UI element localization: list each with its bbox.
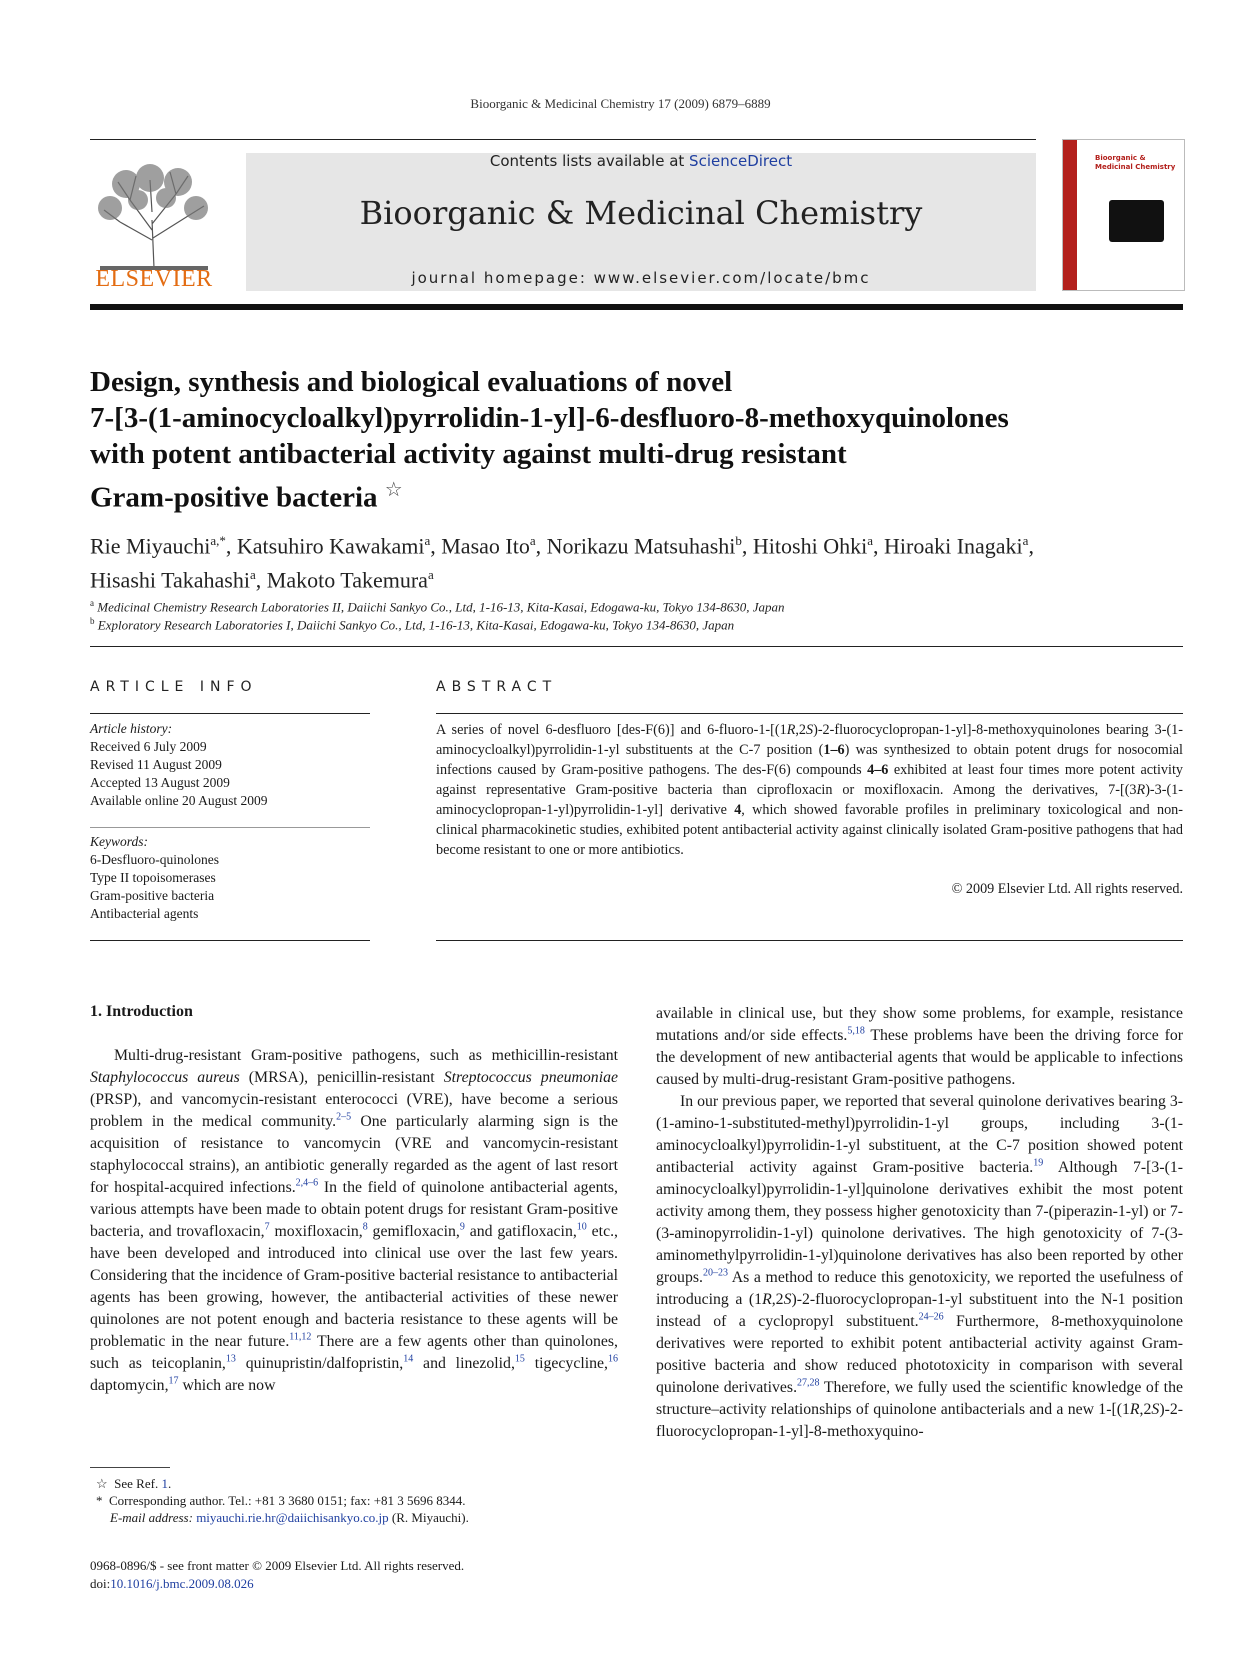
doi-line: doi:10.1016/j.bmc.2009.08.026: [90, 1576, 254, 1591]
author: Rie Miyauchi: [90, 533, 211, 559]
citation-ref[interactable]: 19: [1033, 1157, 1044, 1169]
article-info-rule: [90, 940, 370, 941]
issn-line: [90, 1557, 618, 1593]
journal-name: Bioorganic & Medicinal Chemistry: [359, 194, 923, 232]
author: Makoto Takemura: [266, 567, 428, 593]
doi-link[interactable]: 10.1016/j.bmc.2009.08.026: [110, 1576, 254, 1591]
intro-paragraph: In our previous paper, we reported that several quinolone derivatives bearing 3-(1-amino-1-substituted-methyl)pyrrolidin-1-yl groups, including 3-(1-aminocycloalkyl)pyrrolidin-1-yl substituent, at the C-7 position showed potent antibacterial activity against Gram-positive bacteria.$^{19}$ Although 7-[3-(1-aminocycloalkyl)pyrrolidin-1-yl]quinolone derivatives exhibit the most potent activity among them, they possess higher genotoxicity than 7-(piperazin-1-yl) or 7-(3-aminopyrrolidin-1-yl) quinolone derivatives. The high genotoxicity of 7-(3-aminomethylpyrrolidin-1-yl)quinolone derivatives has also been reported by other groups.$^{20-23}$ As a method to reduce this genotoxicity, we reported the usefulness of introducing a (1R,2S)-2-fluorocyclopropan-1-yl substituent into the N-1 position instead of a cyclopropyl substituent.$^{24-26}$ Furthermore, 8-methoxyquinolone derivatives were reported to exhibit potent antibacterial activity against Gram-positive bacteria and show reduced phototoxicity in comparison with several quinolone derivatives.$^{27,28}$ Therefore, we fully used the scientific knowledge of the structure–activity relationships of quinolone antibacterials and a new 1-[(1R,2S)-2-fluorocyclopropan-1-yl]-8-methoxyquino-: [656, 1093, 1183, 1440]
keyword: Type II topoisomerases: [90, 870, 216, 885]
contents-line: [246, 152, 1036, 170]
sciencedirect-link[interactable]: ScienceDirect: [689, 152, 793, 170]
cover-title: Bioorganic & Medicinal Chemistry: [1095, 154, 1176, 171]
citation-ref[interactable]: 7: [264, 1221, 270, 1233]
header-thick-rule: [90, 304, 1183, 310]
abstract-text: A series of novel 6-desfluoro [des-F(6)] and 6-fluoro-1-[(1R,2S)-2-fluorocyclopropan-1-yl]-8-methoxyquinolones bearing 3-(1-aminocycloalkyl)pyrrolidin-1-yl substituents at the C-7 position (1–6) was synthesized to obtain potent drugs for nosocomial infections caused by Gram-positive pathogens. The des-F(6) compounds 4–6 exhibited at least four times more potent activity against representative Gram-positive bacteria than ciprofloxacin or moxifloxacin. Among the derivatives, 7-[(3R)-3-(1-aminocyclopropan-1-yl)pyrrolidin-1-yl] derivative 4, which showed favorable profiles in preliminary toxicological and non-clinical pharmacokinetic studies, exhibited potent antibacterial activity against clinically isolated Gram-positive pathogens that had become resistant to one or more antibiotics.: [436, 722, 1183, 858]
title-line: 7-[3-(1-aminocycloalkyl)pyrrolidin-1-yl]-6-desfluoro-8-methoxyquinolones: [90, 402, 1009, 434]
footnote-rule: [90, 1467, 170, 1468]
author-affiliation-mark: b: [735, 533, 742, 548]
abstract-rule: [436, 713, 1183, 714]
citation-ref[interactable]: 5,18: [847, 1025, 865, 1037]
footnote-email: E-mail address: miyauchi.rie.hr@daiichisankyo.co.jp (R. Miyauchi).: [110, 1510, 469, 1525]
keyword: 6-Desfluoro-quinolones: [90, 852, 219, 867]
author-affiliation-mark: a: [529, 533, 536, 548]
citation-ref[interactable]: 9: [459, 1221, 465, 1233]
author-affiliation-mark: a,*: [210, 533, 226, 548]
citation-ref[interactable]: 14: [403, 1353, 414, 1365]
journal-homepage-link[interactable]: journal homepage: www.elsevier.com/locate/bmc: [411, 269, 871, 287]
issn-text: 0968-0896/$ - see front matter © 2009 Elsevier Ltd. All rights reserved.: [90, 1558, 465, 1573]
body-column-left: [90, 1045, 618, 1397]
author: Norikazu Matsuhashi: [546, 533, 736, 559]
article-info-rule: [90, 827, 370, 828]
citation-ref[interactable]: 13: [225, 1353, 236, 1365]
citation-ref[interactable]: 2,4–6: [295, 1177, 319, 1189]
citation-ref[interactable]: 27,28: [797, 1377, 820, 1389]
citation-ref[interactable]: 16: [607, 1353, 618, 1365]
section-rule: [90, 646, 1183, 647]
intro-paragraph: Multi-drug-resistant Gram-positive pathogens, such as methicillin-resistant Staphylococcus aureus (MRSA), penicillin-resistant Streptococcus pneumoniae (PRSP), and vancomycin-resistant enterococci (VRE), have become a serious problem in the medical community.$^{2-5}$ One particularly alarming sign is the acquisition of resistance to vancomycin (VRE and vancomycin-resistant staphylococcal strains), an antibiotic generally regarded as the agent of last resort for hospital-acquired infections.$^{2,4-6}$ In the field of quinolone antibacterial agents, various attempts have been made to obtain potent drugs for resistant Gram-positive bacteria, and trovafloxacin,$^7$ moxifloxacin,$^8$ gemifloxacin,$^9$ and gatifloxacin,$^{10}$ etc., have been developed and introduced into clinical use over the last few years. Considering that the incidence of Gram-positive bacterial resistance to antibacterial agents has been growing, however, the antibacterial activities of these newer quinolones are not potent enough and bacteria resistance to these agents will be problematic in the near future.$^{11,12}$ There are a few agents other than quinolones, such as teicoplanin,$^{13}$ quinupristin/dalfopristin,$^{14}$ and linezolid,$^{15}$ tigecycline,$^{16}$ daptomycin,$^{17}$ which are now: [90, 1047, 619, 1394]
citation-ref[interactable]: 10: [576, 1221, 587, 1233]
section-heading-introduction: 1. Introduction: [90, 1003, 193, 1020]
elsevier-wordmark: ELSEVIER: [95, 266, 213, 292]
author-affiliation-mark: a: [427, 567, 434, 583]
keywords: [90, 833, 370, 923]
affiliation-b: $^b$ Exploratory Research Laboratories I, Daiichi Sankyo Co., Ltd, 1-16-13, Kita-Kasai, Edogawa-ku, Tokyo 134-8630, Japan: [90, 616, 735, 633]
journal-citation: Bioorganic & Medicinal Chemistry 17 (2009) 6879–6889: [470, 96, 771, 111]
author-affiliation-mark: a: [867, 533, 873, 548]
citation-ref[interactable]: 2–5: [336, 1111, 352, 1123]
affiliation-a-text: Medicinal Chemistry Research Laboratories II, Daiichi Sankyo Co., Ltd, 1-16-13, Kita-Kasai, Edogawa-ku, Tokyo 134-8630, Japan: [97, 599, 785, 615]
article-info-heading: ARTICLE INFO: [90, 679, 258, 695]
title-footnote-star[interactable]: ☆: [384, 479, 403, 501]
author: Hiroaki Inagaki: [884, 533, 1023, 559]
citation-ref[interactable]: 8: [362, 1221, 368, 1233]
abstract-heading: ABSTRACT: [436, 679, 558, 695]
history-item: Available online 20 August 2009: [90, 793, 268, 808]
history-item: Revised 11 August 2009: [90, 757, 222, 772]
keywords-label: Keywords:: [90, 834, 148, 849]
title-line: Gram-positive bacteria ☆: [90, 479, 403, 514]
title-line: with potent antibacterial activity against multi-drug resistant: [90, 438, 847, 470]
email-link[interactable]: miyauchi.rie.hr@daiichisankyo.co.jp: [196, 1510, 389, 1525]
citation-ref[interactable]: 17: [168, 1375, 179, 1387]
footnote-star: ☆ See Ref. 1.: [96, 1476, 172, 1491]
body-column-right: [656, 1003, 1183, 1443]
history-item: Accepted 13 August 2009: [90, 775, 230, 790]
citation-ref[interactable]: 20–23: [702, 1267, 728, 1279]
footnote-corresponding: * Corresponding author. Tel.: +81 3 3680 0151; fax: +81 3 5696 8344.: [96, 1493, 466, 1508]
citation-ref[interactable]: 24–26: [918, 1311, 944, 1323]
article-info-rule: [90, 713, 370, 714]
keyword: Antibacterial agents: [90, 906, 199, 921]
author: Katsuhiro Kawakami: [236, 533, 425, 559]
citation-ref[interactable]: 11,12: [289, 1331, 312, 1343]
author: Masao Ito: [441, 533, 530, 559]
contents-prefix: Contents lists available at: [489, 152, 690, 170]
author-affiliation-mark: a: [424, 533, 431, 548]
cover-image: [1109, 200, 1164, 242]
affiliation-b-text: Exploratory Research Laboratories I, Daiichi Sankyo Co., Ltd, 1-16-13, Kita-Kasai, Edogawa-ku, Tokyo 134-8630, Japan: [97, 617, 735, 633]
author: Hitoshi Ohki: [752, 533, 868, 559]
footnote-ref-link[interactable]: 1: [161, 1476, 168, 1491]
journal-cover-thumbnail: [1062, 139, 1185, 291]
history-item: Received 6 July 2009: [90, 739, 207, 754]
affiliation-a: $^a$ Medicinal Chemistry Research Laboratories II, Daiichi Sankyo Co., Ltd, 1-16-13, Kita-Kasai, Edogawa-ku, Tokyo 134-8630, Japan: [90, 598, 785, 615]
citation-ref[interactable]: 15: [514, 1353, 525, 1365]
article-history: [90, 720, 370, 810]
author-affiliation-mark: a: [249, 567, 256, 583]
intro-paragraph: available in clinical use, but they show some problems, for example, resistance mutations and/or side effects.$^{5,18}$ These problems have been the driving force for the development of new antibacterial agents that would be applicable to infections caused by multi-drug-resistant Gram-positive pathogens.: [656, 1005, 1184, 1088]
article-title: [90, 364, 1190, 516]
cover-band: [1063, 140, 1077, 290]
header-rule: [90, 139, 1036, 140]
title-line: Design, synthesis and biological evaluations of novel: [90, 366, 733, 398]
footnotes: [90, 1475, 618, 1526]
author-list: Rie Miyauchi$^{a,*}$, Katsuhiro Kawakami$^a$, Masao Ito$^a$, Norikazu Matsuhashi$^b$, Hitoshi Ohki$^a$, Hiroaki Inagaki$^a$, Hisashi Takahashi$^a$, Makoto Takemura$^a$: [90, 533, 1034, 593]
abstract-copyright: © 2009 Elsevier Ltd. All rights reserved.: [951, 881, 1183, 897]
keyword: Gram-positive bacteria: [90, 888, 215, 903]
abstract-rule: [436, 940, 1183, 941]
author-affiliation-mark: a: [1022, 533, 1029, 548]
history-label: Article history:: [90, 721, 173, 736]
author: Hisashi Takahashi: [90, 567, 250, 593]
